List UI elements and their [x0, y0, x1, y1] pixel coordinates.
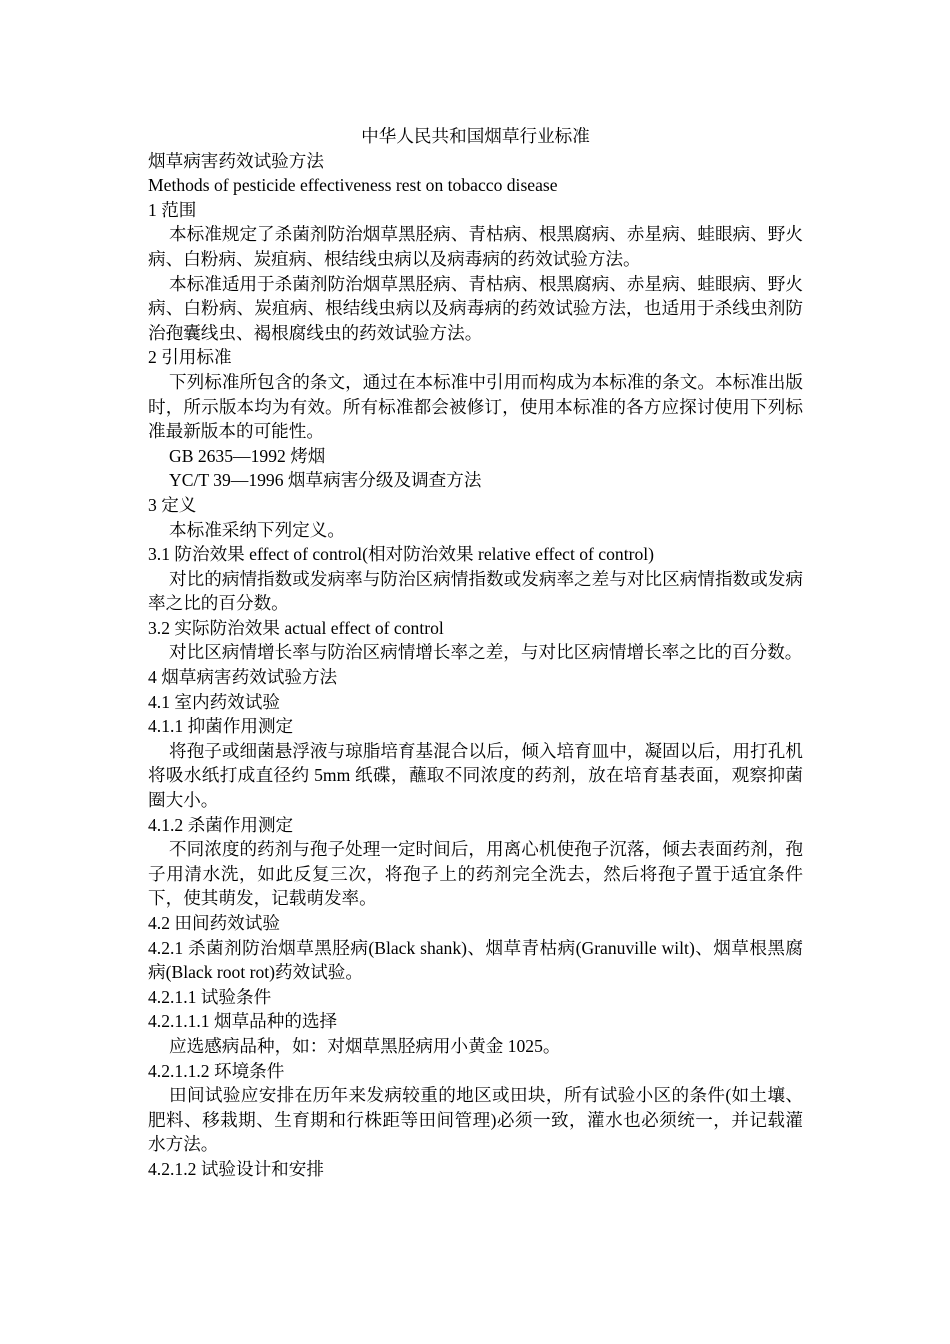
section-2-paragraph: 下列标准所包含的条文，通过在本标准中引用而构成为本标准的条文。本标准出版时，所示版本均为有效。所有标准都会被修订，使用本标准的各方应探讨使用下列标准最新版本的可能性。 [148, 371, 803, 442]
subsection-heading-4-2-1-1-1: 4.2.1.1.1 烟草品种的选择 [148, 1011, 338, 1032]
subsection-heading-4-1-2: 4.1.2 杀菌作用测定 [148, 814, 294, 835]
standard-header: 中华人民共和国烟草行业标准 [361, 126, 590, 146]
section-1-paragraph-1: 本标准规定了杀菌剂防治烟草黑胫病、青枯病、根黑腐病、赤星病、蛙眼病、野火病、白粉病、炭疽病、根结线虫病以及病毒病的药效试验方法。 [148, 224, 803, 269]
reference-standard-1: GB 2635—1992 烤烟 [169, 445, 326, 466]
document-page [148, 124, 803, 1182]
section-heading-3: 3 定义 [148, 494, 197, 515]
reference-standard-2: YC/T 39—1996 烟草病害分级及调查方法 [169, 470, 482, 491]
subsection-4-1-1-paragraph: 将孢子或细菌悬浮液与琼脂培育基混合以后，倾入培育皿中，凝固以后，用打孔机将吸水纸打成直径约 5mm 纸碟，蘸取不同浓度的药剂，放在培育基表面，观察抑菌圈大小。 [148, 740, 803, 811]
document-title-cn: 烟草病害药效试验方法 [148, 150, 324, 171]
section-heading-2: 2 引用标准 [148, 347, 232, 368]
subsection-heading-4-1-1: 4.1.1 抑菌作用测定 [148, 716, 294, 737]
subsection-heading-4-1: 4.1 室内药效试验 [148, 691, 280, 712]
subsection-4-2-1-1-2-paragraph: 田间试验应安排在历年来发病较重的地区或田块，所有试验小区的条件(如土壤、肥料、移栽期、生育期和行株距等田间管理)必须一致，灌水也必须统一，并记载灌水方法。 [148, 1085, 803, 1155]
section-heading-4: 4 烟草病害药效试验方法 [148, 667, 338, 688]
subsection-heading-4-2-1: 4.2.1 杀菌剂防治烟草黑胫病(Black shank)、烟草青枯病(Granuville wilt)、烟草根黑腐病(Black root rot)药效试验。 [148, 937, 803, 983]
section-1-paragraph-2: 本标准适用于杀菌剂防治烟草黑胫病、青枯病、根黑腐病、赤星病、蛙眼病、野火病、白粉病、炭疽病、根结线虫病以及病毒病的药效试验方法，也适用于杀线虫剂防治孢囊线虫、褐根腐线虫的药效试验方法。 [148, 273, 803, 343]
subsection-heading-4-2-1-1: 4.2.1.1 试验条件 [148, 986, 272, 1007]
section-heading-1: 1 范围 [148, 199, 197, 220]
subsection-heading-4-2-1-2: 4.2.1.2 试验设计和安排 [148, 1158, 324, 1179]
document-title-en: Methods of pesticide effectiveness rest on tobacco disease [148, 175, 558, 196]
subsection-4-1-2-paragraph: 不同浓度的药剂与孢子处理一定时间后，用离心机使孢子沉落，倾去表面药剂，孢子用清水洗，如此反复三次，将孢子上的药剂完全洗去，然后将孢子置于适宜条件下，使其萌发，记载萌发率。 [148, 839, 803, 909]
subsection-heading-4-2: 4.2 田间药效试验 [148, 913, 280, 933]
subsection-3-2-paragraph: 对比区病情增长率与防治区病情增长率之差，与对比区病情增长率之比的百分数。 [169, 642, 803, 663]
subsection-heading-3-2: 3.2 实际防治效果 actual effect of control [148, 617, 444, 638]
subsection-heading-4-2-1-1-2: 4.2.1.1.2 环境条件 [148, 1060, 285, 1081]
subsection-4-2-1-1-1-paragraph: 应选感病品种，如：对烟草黑胫病用小黄金 1025。 [169, 1035, 561, 1056]
subsection-3-1-paragraph: 对比的病情指数或发病率与防治区病情指数或发病率之差与对比区病情指数或发病率之比的百分数。 [148, 568, 803, 614]
subsection-heading-3-1: 3.1 防治效果 effect of control(相对防治效果 relative effect of control) [148, 544, 654, 565]
section-3-paragraph: 本标准采纳下列定义。 [169, 519, 345, 540]
